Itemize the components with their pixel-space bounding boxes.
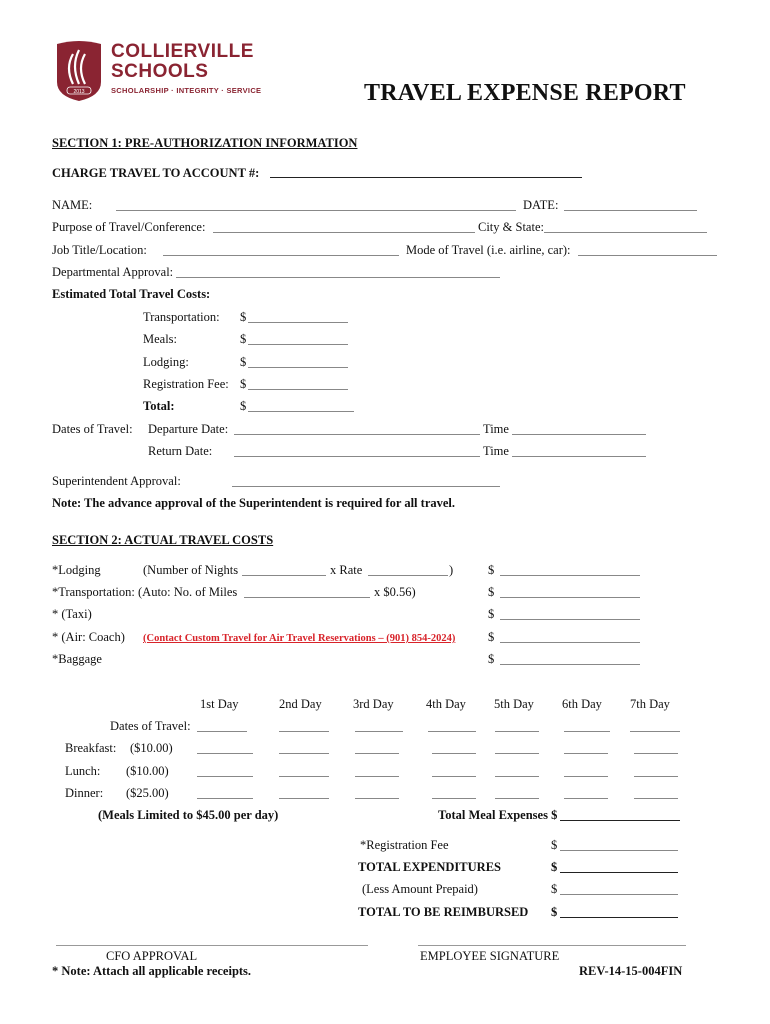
- less-prepaid-label: (Less Amount Prepaid): [362, 882, 478, 896]
- return-time-label: Time: [483, 444, 509, 458]
- departure-time-field[interactable]: [512, 434, 646, 435]
- dates-day-3-field[interactable]: [355, 731, 403, 732]
- total-reimbursed-field[interactable]: [560, 917, 678, 918]
- city-state-field[interactable]: [544, 232, 707, 233]
- air-amount-field[interactable]: [500, 642, 640, 643]
- cfo-approval-label: CFO APPROVAL: [106, 949, 198, 963]
- charge-account-field[interactable]: [270, 177, 582, 178]
- rate-field[interactable]: [368, 575, 448, 576]
- est-costs-label: Estimated Total Travel Costs:: [52, 287, 211, 301]
- mode-label: Mode of Travel (i.e. airline, car):: [406, 243, 571, 257]
- dates-day-5-field[interactable]: [495, 731, 539, 732]
- superintendent-approval-field[interactable]: [232, 486, 500, 487]
- dates-day-7-field[interactable]: [630, 731, 680, 732]
- lunch-label: Lunch:: [65, 764, 101, 778]
- registration-fee-field[interactable]: [560, 850, 678, 851]
- cost-total-dollar: $: [240, 399, 247, 413]
- departure-date-label: Departure Date:: [148, 422, 229, 436]
- city-state-label: City & State:: [478, 220, 544, 234]
- dinner-amount: ($25.00): [126, 786, 169, 800]
- name-field[interactable]: [116, 210, 516, 211]
- logo-shield-icon: [55, 40, 103, 102]
- cost-registration-label: Registration Fee:: [143, 377, 229, 391]
- day-header-6: 6th Day: [562, 697, 602, 711]
- lunch-day-4-field[interactable]: [432, 776, 476, 777]
- section1-heading: SECTION 1: PRE-AUTHORIZATION INFORMATION: [52, 136, 358, 150]
- baggage-amount-field[interactable]: [500, 664, 640, 665]
- total-expenditures-dollar: $: [551, 860, 558, 874]
- cfo-signature-line[interactable]: [56, 945, 368, 946]
- breakfast-day-1-field[interactable]: [197, 753, 253, 754]
- revision-code: REV-14-15-004FIN: [579, 964, 683, 978]
- lunch-day-6-field[interactable]: [564, 776, 608, 777]
- breakfast-day-2-field[interactable]: [279, 753, 329, 754]
- date-label: DATE:: [523, 198, 559, 212]
- charge-account-label: CHARGE TRAVEL TO ACCOUNT #:: [52, 166, 260, 180]
- employee-signature-line[interactable]: [418, 945, 686, 946]
- cost-registration-field[interactable]: [248, 389, 348, 390]
- lunch-amount: ($10.00): [126, 764, 169, 778]
- rate-close-paren: ): [449, 563, 454, 577]
- baggage-label: *Baggage: [52, 652, 102, 666]
- nights-field[interactable]: [242, 575, 326, 576]
- cost-total-label: Total:: [143, 399, 175, 413]
- receipts-note: * Note: Attach all applicable receipts.: [52, 964, 252, 978]
- cost-transportation-field[interactable]: [248, 322, 348, 323]
- taxi-dollar: $: [488, 607, 495, 621]
- lodging-dollar: $: [488, 563, 495, 577]
- collierville-schools-logo: [55, 40, 295, 102]
- rate-label: x Rate: [330, 563, 363, 577]
- breakfast-day-6-field[interactable]: [564, 753, 608, 754]
- miles-field[interactable]: [244, 597, 370, 598]
- meal-dates-label: Dates of Travel:: [110, 719, 191, 733]
- lunch-day-5-field[interactable]: [495, 776, 539, 777]
- lunch-day-1-field[interactable]: [197, 776, 253, 777]
- day-header-2: 2nd Day: [279, 697, 322, 711]
- dinner-day-7-field[interactable]: [634, 798, 678, 799]
- page-title: TRAVEL EXPENSE REPORT: [364, 80, 686, 106]
- mode-field[interactable]: [578, 255, 717, 256]
- lodging-label: *Lodging: [52, 563, 101, 577]
- logo-tagline: SCHOLARSHIP · INTEGRITY · SERVICE: [111, 86, 262, 95]
- total-expenditures-label: TOTAL EXPENDITURES: [358, 860, 501, 874]
- total-reimbursed-label: TOTAL TO BE REIMBURSED: [358, 905, 529, 919]
- logo-line2: SCHOOLS: [111, 61, 209, 82]
- name-label: NAME:: [52, 198, 93, 212]
- section2-heading: SECTION 2: ACTUAL TRAVEL COSTS: [52, 533, 274, 547]
- departure-time-label: Time: [483, 422, 509, 436]
- breakfast-day-5-field[interactable]: [495, 753, 539, 754]
- job-title-label: Job Title/Location:: [52, 243, 147, 257]
- cost-transportation-dollar: $: [240, 310, 247, 324]
- meals-limit-note: (Meals Limited to $45.00 per day): [98, 808, 279, 822]
- breakfast-day-3-field[interactable]: [355, 753, 399, 754]
- registration-fee-dollar: $: [551, 838, 558, 852]
- logo-year: 2013: [73, 89, 85, 95]
- dinner-day-3-field[interactable]: [355, 798, 399, 799]
- dept-approval-field[interactable]: [176, 277, 500, 278]
- cost-lodging-field[interactable]: [248, 367, 348, 368]
- total-meal-label: Total Meal Expenses $: [438, 808, 558, 822]
- return-date-label: Return Date:: [148, 444, 213, 458]
- mileage-rate-label: x $0.56): [374, 585, 416, 599]
- dates-day-1-field[interactable]: [197, 731, 247, 732]
- breakfast-amount: ($10.00): [130, 741, 173, 755]
- dinner-day-2-field[interactable]: [279, 798, 329, 799]
- taxi-amount-field[interactable]: [500, 619, 640, 620]
- transportation-dollar: $: [488, 585, 495, 599]
- registration-fee-label: *Registration Fee: [360, 838, 449, 852]
- total-meal-field[interactable]: [560, 820, 680, 821]
- air-dollar: $: [488, 630, 495, 644]
- departure-date-field[interactable]: [234, 434, 480, 435]
- breakfast-day-4-field[interactable]: [432, 753, 476, 754]
- cost-meals-label: Meals:: [143, 332, 178, 346]
- cost-total-field[interactable]: [248, 411, 354, 412]
- nights-label: (Number of Nights: [143, 563, 239, 577]
- employee-signature-label: EMPLOYEE SIGNATURE: [420, 949, 560, 963]
- lodging-amount-field[interactable]: [500, 575, 640, 576]
- date-field[interactable]: [564, 210, 697, 211]
- superintendent-note: Note: The advance approval of the Superintendent is required for all travel.: [52, 496, 456, 510]
- dates-day-2-field[interactable]: [279, 731, 329, 732]
- return-date-field[interactable]: [234, 456, 480, 457]
- lunch-day-3-field[interactable]: [355, 776, 399, 777]
- dept-approval-label: Departmental Approval:: [52, 265, 174, 279]
- day-header-4: 4th Day: [426, 697, 466, 711]
- dinner-day-1-field[interactable]: [197, 798, 253, 799]
- less-prepaid-field[interactable]: [560, 894, 678, 895]
- logo-line1: COLLIERVILLE: [111, 41, 254, 62]
- taxi-label: * (Taxi): [52, 607, 92, 621]
- dinner-day-6-field[interactable]: [564, 798, 608, 799]
- air-reservation-note: (Contact Custom Travel for Air Travel Reservations – (901) 854-2024): [143, 633, 456, 644]
- dates-day-4-field[interactable]: [428, 731, 476, 732]
- cost-meals-dollar: $: [240, 332, 247, 346]
- cost-meals-field[interactable]: [248, 344, 348, 345]
- dates-day-6-field[interactable]: [564, 731, 610, 732]
- return-time-field[interactable]: [512, 456, 646, 457]
- air-label: * (Air: Coach): [52, 630, 125, 644]
- lunch-day-7-field[interactable]: [634, 776, 678, 777]
- superintendent-approval-label: Superintendent Approval:: [52, 474, 181, 488]
- day-header-5: 5th Day: [494, 697, 534, 711]
- dinner-day-5-field[interactable]: [495, 798, 539, 799]
- breakfast-label: Breakfast:: [65, 741, 117, 755]
- total-reimbursed-dollar: $: [551, 905, 558, 919]
- transportation-amount-field[interactable]: [500, 597, 640, 598]
- breakfast-day-7-field[interactable]: [634, 753, 678, 754]
- cost-lodging-label: Lodging:: [143, 355, 189, 369]
- dinner-label: Dinner:: [65, 786, 104, 800]
- job-title-field[interactable]: [163, 255, 399, 256]
- dates-of-travel-label: Dates of Travel:: [52, 422, 133, 436]
- baggage-dollar: $: [488, 652, 495, 666]
- transportation-label: *Transportation: (Auto: No. of Miles: [52, 585, 238, 599]
- purpose-label: Purpose of Travel/Conference:: [52, 220, 206, 234]
- cost-lodging-dollar: $: [240, 355, 247, 369]
- cost-registration-dollar: $: [240, 377, 247, 391]
- total-expenditures-field[interactable]: [560, 872, 678, 873]
- dinner-day-4-field[interactable]: [432, 798, 476, 799]
- day-header-7: 7th Day: [630, 697, 670, 711]
- less-prepaid-dollar: $: [551, 882, 558, 896]
- day-header-1: 1st Day: [200, 697, 239, 711]
- cost-transportation-label: Transportation:: [143, 310, 220, 324]
- lunch-day-2-field[interactable]: [279, 776, 329, 777]
- purpose-field[interactable]: [213, 232, 475, 233]
- day-header-3: 3rd Day: [353, 697, 394, 711]
